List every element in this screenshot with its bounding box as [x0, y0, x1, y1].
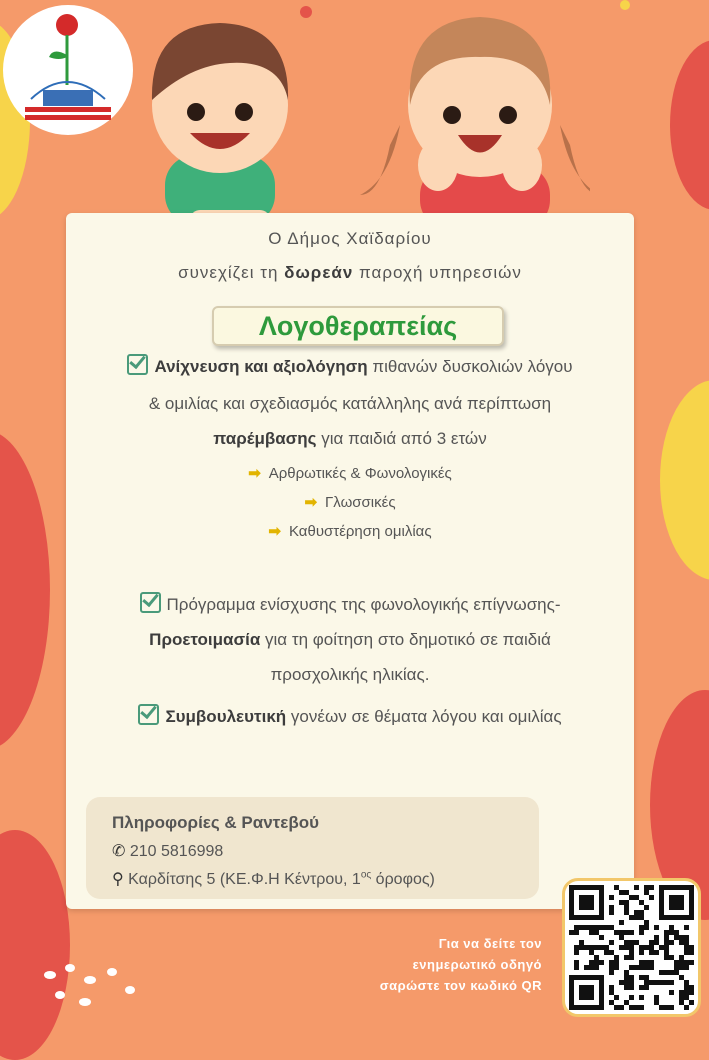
item1-line1 — [66, 349, 634, 384]
address-post: όροφος) — [371, 871, 435, 888]
bg-blob-yellow-right — [660, 380, 709, 580]
phone-number: 210 5816998 — [129, 843, 224, 860]
subitem-2 — [66, 493, 634, 511]
qr-note-line: Για να δείτε τον — [438, 936, 542, 951]
item1-text1: πιθανών δυσκολιών λόγου — [367, 357, 573, 376]
item2-line1 — [66, 587, 634, 622]
contact-info-box — [86, 797, 539, 899]
decorative-dots — [40, 960, 150, 1020]
address-pre: Καρδίτσης 5 (ΚΕ.Φ.Η Κέντρου, 1 — [128, 871, 361, 888]
arrow-right-icon: ➡ — [248, 465, 261, 482]
item2-bold1: Προετοιμασία — [149, 630, 261, 649]
item3-text1: γονέων σε θέματα λόγου και ομιλίας — [286, 707, 562, 726]
item1-line2: & ομιλίας και σχεδιασμός κατάλληλης ανά περίπτωση — [148, 394, 552, 413]
intro-line-2-pre: συνεχίζει τη — [178, 263, 285, 282]
subitem-3 — [66, 522, 634, 540]
item3-line1 — [66, 699, 634, 734]
item2-line2 — [66, 622, 634, 657]
item1-bold1: Ανίχνευση και αξιολόγηση — [154, 357, 368, 376]
bg-blob-red-bottom-left — [0, 830, 70, 1060]
contact-address — [112, 869, 435, 889]
arrow-right-icon: ➡ — [268, 523, 281, 540]
item2-text2: για τη φοίτηση στο δημοτικό σε παιδιά — [260, 630, 551, 649]
rose-logo-icon — [3, 5, 133, 135]
bg-blob-red-left — [0, 430, 50, 750]
subitem-label: Καθυστέρηση ομιλίας — [288, 523, 432, 540]
subitem-1 — [66, 464, 634, 482]
municipality-logo — [3, 5, 133, 135]
contact-phone — [112, 841, 223, 861]
item1-bold2: παρέμβασης — [213, 429, 317, 448]
arrow-right-icon: ➡ — [304, 494, 318, 511]
subitem-label: Γλωσσικές — [325, 494, 396, 511]
address-sup: ος — [360, 869, 372, 881]
page-title: Λογοθεραπείας — [212, 306, 504, 346]
qr-instructions — [330, 933, 542, 996]
intro-line-2-bold: δωρεάν — [284, 263, 354, 282]
item1-text3: για παιδιά από 3 ετών — [316, 429, 487, 448]
item2-line3: προσχολικής ηλικίας. — [270, 665, 430, 684]
checkbox-icon — [138, 704, 159, 725]
phone-icon: ✆ — [112, 843, 126, 860]
checkbox-icon — [127, 354, 148, 375]
item2-text1: Πρόγραμμα ενίσχυσης της φωνολογικής επίγνωσης- — [166, 595, 561, 614]
qr-note-line: σαρώστε τον κωδικό QR — [379, 978, 542, 993]
qr-note-line: ενημερωτικό οδηγό — [412, 957, 542, 972]
qr-code[interactable] — [562, 878, 701, 1017]
bg-blob-red-top-right — [670, 40, 709, 210]
item1-line3 — [66, 421, 634, 456]
intro-line-1: Ο Δήμος Χαϊδαρίου — [268, 229, 432, 248]
item3-bold1: Συμβουλευτική — [165, 707, 287, 726]
children-illustration — [130, 5, 590, 230]
subitem-label: Αρθρωτικές & Φωνολογικές — [268, 465, 452, 482]
location-pin-icon: ⚲ — [112, 871, 124, 888]
intro-line-2 — [66, 263, 634, 283]
qr-code-pattern — [569, 885, 694, 1010]
checkbox-icon — [140, 592, 161, 613]
intro-line-2-post: παροχή υπηρεσιών — [353, 263, 522, 282]
contact-heading: Πληροφορίες & Ραντεβού — [112, 813, 319, 832]
bg-dot — [620, 0, 630, 10]
